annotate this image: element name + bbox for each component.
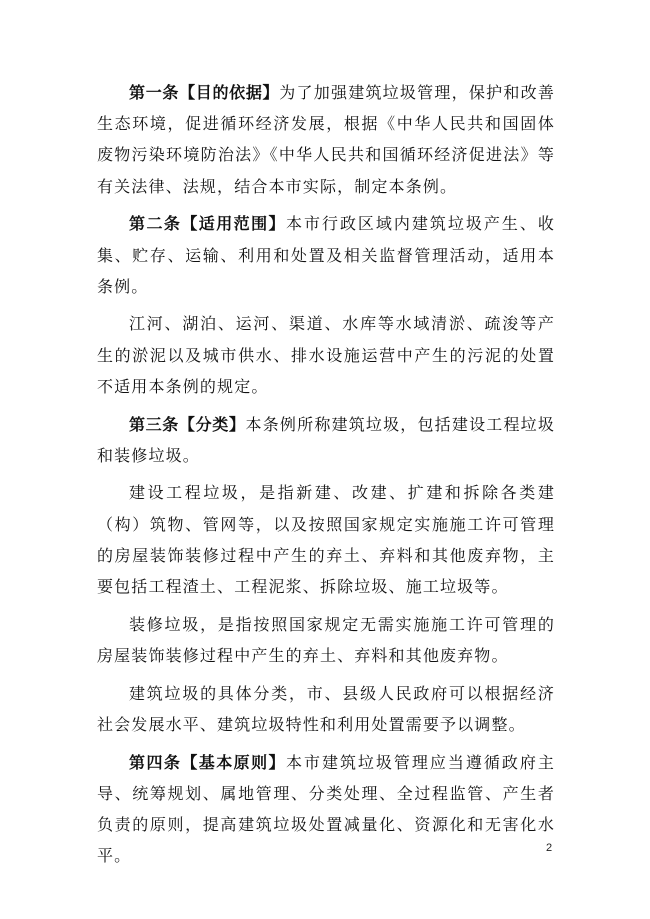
article-3-clause-4: [97, 678, 555, 740]
article-3-clause-3-text: 装修垃圾，是指按照国家规定无需实施施工许可管理的房屋装饰装修过程中产生的弃土、弃料和其他废弃物。: [97, 614, 555, 665]
article-3-clause-4-text: 建筑垃圾的具体分类，市、县级人民政府可以根据经济社会发展水平、建筑垃圾特性和利用处置需要予以调整。: [97, 683, 555, 734]
article-3-clause-3: [97, 609, 555, 671]
document-body: [97, 77, 555, 878]
article-2-text: 本市行政区域内建筑垃圾产生、收集、贮存、运输、利用和处置及相关监督管理活动，适用本条例。: [97, 214, 555, 296]
article-4-paragraph: [97, 747, 555, 872]
article-4-text: 本市建筑垃圾管理应当遵循政府主导、统筹规划、属地管理、分类处理、全过程监管、产生者负责的原则，提高建筑垃圾处置减量化、资源化和无害化水平。: [97, 752, 555, 866]
article-1-text: 为了加强建筑垃圾管理，保护和改善生态环境，促进循环经济发展，根据《中华人民共和国固体废物污染环境防治法》《中华人民共和国循环经济促进法》等有关法律、法规，结合本市实际，制定本条例。: [97, 83, 556, 196]
article-4-heading: 第四条【基本原则】: [129, 752, 286, 772]
article-2-clause-2-text: 江河、湖泊、运河、渠道、水库等水域清淤、疏浚等产生的淤泥以及城市供水、排水设施运营中产生的污泥的处置不适用本条例的规定。: [97, 314, 555, 396]
article-2-paragraph: [97, 208, 555, 302]
article-3-clause-2: [97, 477, 555, 602]
article-2-heading: 第二条【适用范围】: [129, 214, 286, 234]
article-3-clause-2-text: 建设工程垃圾，是指新建、改建、扩建和拆除各类建（构）筑物、管网等，以及按照国家规定实施施工许可管理的房屋装饰装修过程中产生的弃土、弃料和其他废弃物，主要包括工程渣土、工程泥浆、拆除垃圾、施工垃圾等。: [97, 483, 555, 597]
article-2-clause-2: [97, 308, 555, 402]
article-1-paragraph: [97, 77, 555, 202]
article-3-text: 本条例所称建筑垃圾，包括建设工程垃圾和装修垃圾。: [97, 414, 556, 465]
article-3-heading: 第三条【分类】: [129, 414, 246, 434]
page-number: 2: [546, 842, 553, 854]
article-1-heading: 第一条【目的依据】: [129, 83, 280, 102]
article-3-paragraph: [97, 409, 555, 471]
